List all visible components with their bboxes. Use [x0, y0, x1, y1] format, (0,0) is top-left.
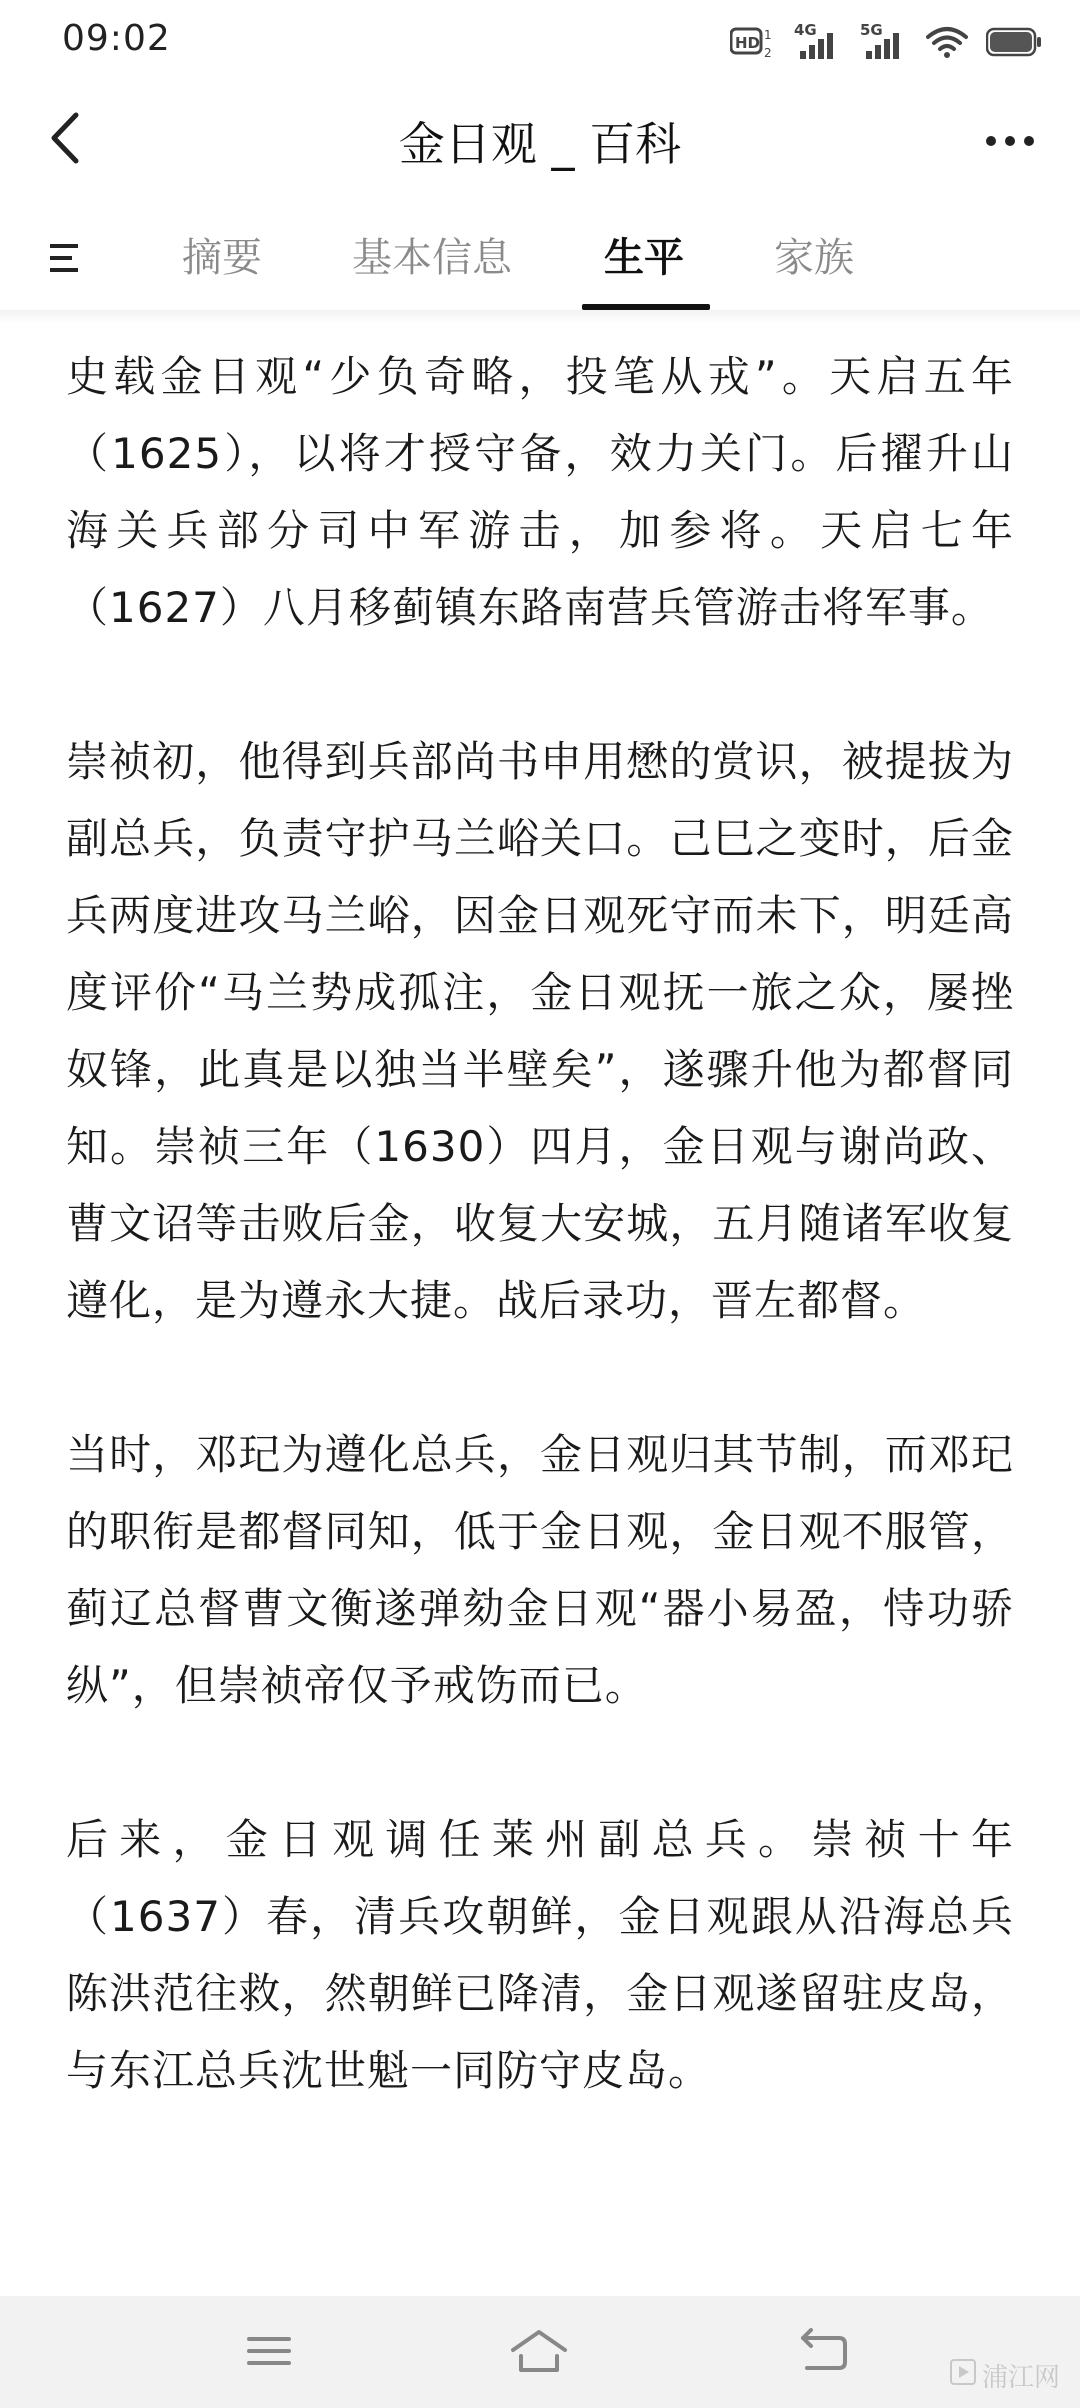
- tab-biography[interactable]: 生平: [604, 235, 684, 281]
- title-bar: [0, 86, 1080, 196]
- section-tab-bar: [0, 206, 1080, 310]
- network-type-1: 4G: [794, 21, 817, 39]
- status-time: 09:02: [62, 18, 171, 59]
- home-icon: [509, 2328, 569, 2378]
- svg-text:1: 1: [764, 28, 772, 42]
- tab-family[interactable]: 家族: [774, 235, 854, 281]
- menu-icon: [44, 265, 88, 284]
- battery-icon: [986, 27, 1042, 57]
- page-title: 金日观 _ 百科: [398, 117, 682, 171]
- recents-menu-icon: [245, 2331, 293, 2375]
- 5g-signal-icon: [860, 23, 908, 61]
- back-arrow-icon: [797, 2328, 849, 2378]
- tab-basic-info[interactable]: 基本信息: [352, 235, 512, 281]
- paragraph: 当时，邓玘为遵化总兵，金日观归其节制，而邓玘的职衔是都督同知，低于金日观，金日观不服管，蓟辽总督曹文衡遂弹劾金日观“器小易盈，恃功骄纵”，但崇祯帝仅予戒饬而已。: [66, 1430, 1014, 1710]
- tab-bar-divider: [0, 310, 1080, 324]
- menu-button[interactable]: [44, 236, 88, 280]
- more-horizontal-icon: [984, 133, 1036, 152]
- recents-button[interactable]: [234, 2318, 304, 2388]
- 4g-signal-icon: [794, 23, 842, 61]
- more-options-button[interactable]: [970, 106, 1050, 178]
- wifi-icon: [926, 25, 968, 59]
- svg-text:2: 2: [764, 46, 772, 59]
- paragraph: 崇祯初，他得到兵部尚书申用懋的赏识，被提拔为副总兵，负责守护马兰峪关口。己巳之变时，后金兵两度进攻马兰峪，因金日观死守而未下，明廷高度评价“马兰势成孤注，金日观抚一旅之众，屡挫奴锋，此真是以独当半壁矣”，遂骤升他为都督同知。崇祯三年（1630）四月，金日观与谢尚政、曹文诏等击败后金，收复大安城，五月随诸军收复遵化，是为遵永大捷。战后录功，晋左都督。: [66, 737, 1014, 1325]
- paragraph: 史载金日观“少负奇略，投笔从戎”。天启五年（1625），以将才授守备，效力关门。后擢升山海关兵部分司中军游击，加参将。天启七年（1627）八月移蓟镇东路南营兵管游击将军事。: [66, 352, 1014, 632]
- svg-text:HD: HD: [735, 34, 761, 52]
- paragraph: 后来，金日观调任莱州副总兵。崇祯十年（1637）春，清兵攻朝鲜，金日观跟从沿海总兵陈洪范往救，然朝鲜已降清，金日观遂留驻皮岛，与东江总兵沈世魁一同防守皮岛。: [66, 1815, 1014, 2095]
- status-bar: [0, 0, 1080, 86]
- article-content: [66, 338, 1014, 2186]
- back-nav-button[interactable]: [788, 2318, 858, 2388]
- system-navigation-bar: [0, 2296, 1080, 2408]
- watermark-text: 浦江网: [981, 2363, 1060, 2393]
- network-type-2: 5G: [860, 21, 883, 39]
- watermark-play-icon: [950, 2359, 976, 2392]
- status-icons: [730, 22, 1042, 62]
- hd-volte-icon: [730, 25, 776, 59]
- home-button[interactable]: [504, 2318, 574, 2388]
- tab-summary[interactable]: 摘要: [182, 235, 262, 281]
- watermark: [950, 2357, 1060, 2394]
